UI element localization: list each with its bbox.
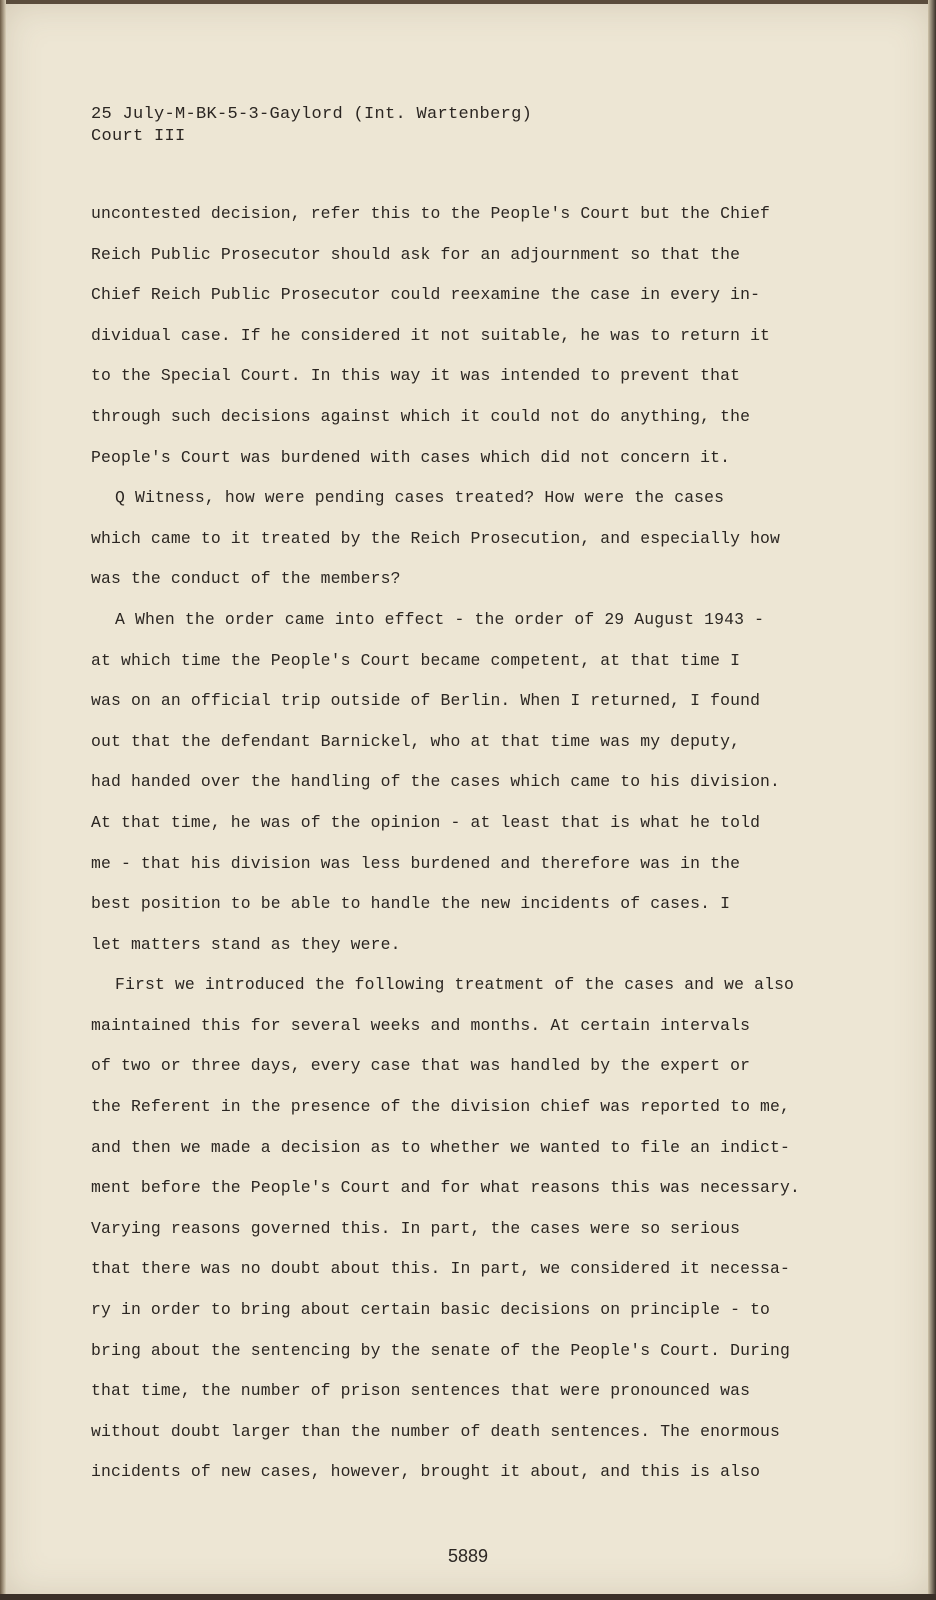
transcript-line: let matters stand as they were. (91, 934, 401, 954)
transcript-line: First we introduced the following treatment of the cases and we also (115, 975, 795, 995)
transcript-line: A When the order came into effect - the order of 29 August 1943 - (115, 609, 765, 629)
page-right-edge (928, 0, 936, 1600)
transcript-line: best position to be able to handle the new incidents of cases. I (91, 894, 731, 914)
page-bottom-edge (0, 1594, 936, 1600)
transcript-line: the Referent in the presence of the division chief was reported to me, (91, 1097, 791, 1117)
transcript-line: me - that his division was less burdened and therefore was in the (91, 853, 741, 873)
transcript-line: maintained this for several weeks and months. At certain intervals (91, 1015, 751, 1035)
transcript-line: ment before the People's Court and for what reasons this was necessary. (91, 1178, 801, 1198)
transcript-line: that time, the number of prison sentences that were pronounced was (91, 1381, 751, 1401)
transcript-body (91, 204, 851, 1503)
transcript-line: ry in order to bring about certain basic decisions on principle - to (91, 1300, 771, 1320)
transcript-line: Q Witness, how were pending cases treated? How were the cases (115, 488, 725, 508)
transcript-line: Reich Public Prosecutor should ask for an adjournment so that the (91, 244, 741, 264)
transcript-line: that there was no doubt about this. In part, we considered it necessa- (91, 1259, 791, 1279)
transcript-line: Chief Reich Public Prosecutor could reexamine the case in every in- (91, 285, 761, 305)
transcript-line: at which time the People's Court became competent, at that time I (91, 650, 741, 670)
transcript-line: out that the defendant Barnickel, who at that time was my deputy, (91, 731, 741, 751)
transcript-line: had handed over the handling of the cases which came to his division. (91, 772, 781, 792)
transcript-line: Varying reasons governed this. In part, the cases were so serious (91, 1218, 741, 1238)
page-top-edge (0, 0, 936, 4)
transcript-line: People's Court was burdened with cases which did not concern it. (91, 447, 731, 467)
header-court-line: Court III (91, 127, 186, 146)
transcript-line: and then we made a decision as to whether we wanted to file an indict- (91, 1137, 791, 1157)
page-number: 5889 (447, 1546, 489, 1566)
transcript-line: incidents of new cases, however, brought it about, and this is also (91, 1462, 761, 1482)
transcript-line: was on an official trip outside of Berlin. When I returned, I found (91, 691, 761, 711)
transcript-line: through such decisions against which it could not do anything, the (91, 406, 751, 426)
transcript-line: to the Special Court. In this way it was intended to prevent that (91, 366, 741, 386)
transcript-line: At that time, he was of the opinion - at least that is what he told (91, 812, 761, 832)
transcript-line: dividual case. If he considered it not suitable, he was to return it (91, 325, 771, 345)
header-session-line: 25 July-M-BK-5-3-Gaylord (Int. Wartenberg) (91, 105, 533, 124)
transcript-line: bring about the sentencing by the senate of the People's Court. During (91, 1340, 791, 1360)
transcript-line: of two or three days, every case that was handled by the expert or (91, 1056, 751, 1076)
transcript-line: which came to it treated by the Reich Prosecution, and especially how (91, 528, 781, 548)
transcript-line: was the conduct of the members? (91, 569, 401, 589)
page-left-edge (0, 0, 6, 1600)
transcript-line: uncontested decision, refer this to the People's Court but the Chief (91, 204, 771, 223)
transcript-line: without doubt larger than the number of death sentences. The enormous (91, 1421, 781, 1441)
document-header (91, 104, 532, 148)
